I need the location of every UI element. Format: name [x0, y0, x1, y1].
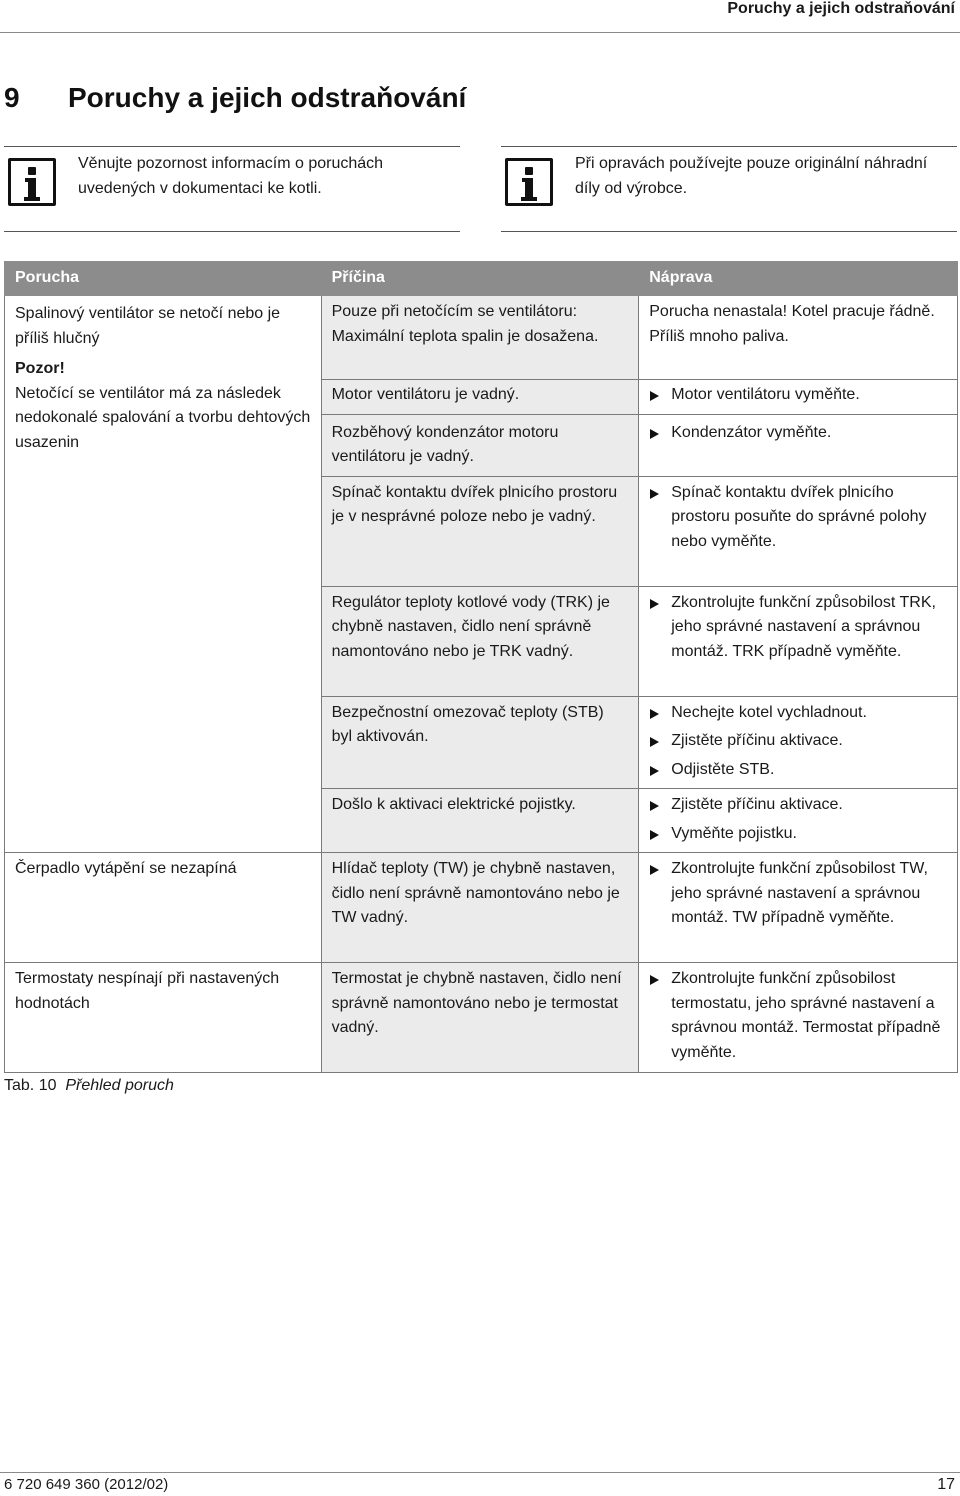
info-note-1 — [4, 146, 460, 232]
remedy-step: Kondenzátor vyměňte. — [649, 421, 947, 446]
fault-text: Spalinový ventilátor se netočí nebo je příliš hlučný — [15, 305, 281, 347]
remedy-step: Odjistěte STB. — [649, 758, 947, 783]
cause-cell: Termostat je chybně nastaven, čidlo není správně namontováno nebo je termostat vadný. — [321, 963, 639, 1073]
cause-cell: Spínač kontaktu dvířek plnicího prostoru je v nesprávné poloze nebo je vadný. — [321, 476, 639, 586]
header-cause: Příčina — [321, 262, 639, 296]
footer-rule — [0, 1472, 960, 1473]
remedy-step: Spínač kontaktu dvířek plnicího prostoru posuňte do správné polohy nebo vyměňte. — [649, 481, 947, 555]
fault-cell: Čerpadlo vytápění se nezapíná — [5, 853, 322, 963]
remedy-cell — [639, 696, 958, 789]
remedy-step: Zkontrolujte funkční způsobilost TW, jeho správné nastavení a správnou montáž. TW případně vyměňte. — [649, 857, 947, 931]
cause-cell: Hlídač teploty (TW) je chybně nastaven, čidlo není správně namontováno nebo je TW vadný. — [321, 853, 639, 963]
remedy-step: Zjistěte příčinu aktivace. — [649, 793, 947, 818]
info-note-2 — [501, 146, 957, 232]
footer-doc-number: 6 720 649 360 (2012/02) — [4, 1476, 169, 1493]
remedy-cell — [639, 853, 958, 963]
cause-cell: Došlo k aktivaci elektrické pojistky. — [321, 789, 639, 853]
chapter-heading — [4, 82, 466, 114]
table-row — [5, 963, 958, 1073]
remedy-cell — [639, 586, 958, 696]
chapter-number: 9 — [4, 82, 20, 113]
header-remedy: Náprava — [639, 262, 958, 296]
page-number: 17 — [937, 1476, 955, 1493]
caption-label: Tab. 10 — [4, 1077, 57, 1094]
running-header-title: Poruchy a jejich odstraňování — [727, 0, 955, 17]
fault-table — [4, 261, 958, 1073]
cause-cell: Motor ventilátoru je vadný. — [321, 380, 639, 415]
chapter-title: Poruchy a jejich odstraňování — [68, 82, 467, 113]
remedy-cell: Porucha nenastala! Kotel pracuje řádně. Příliš mnoho paliva. — [639, 296, 958, 380]
info-note-text: Při opravách používejte pouze originální náhradní díly od výrobce. — [575, 155, 928, 197]
remedy-cell — [639, 414, 958, 476]
remedy-step: Nechejte kotel vychladnout. — [649, 701, 947, 726]
remedy-cell — [639, 476, 958, 586]
cause-cell: Bezpečnostní omezovač teploty (STB) byl aktivován. — [321, 696, 639, 789]
table-row — [5, 853, 958, 963]
remedy-step: Zkontrolujte funkční způsobilost termostatu, jeho správné nastavení a správnou montáž. Termostat případně vyměňte. — [649, 967, 947, 1065]
warning-label: Pozor! — [15, 360, 65, 377]
header-fault: Porucha — [5, 262, 322, 296]
remedy-step: Zjistěte příčinu aktivace. — [649, 729, 947, 754]
cause-cell: Rozběhový kondenzátor motoru ventilátoru je vadný. — [321, 414, 639, 476]
remedy-step: Motor ventilátoru vyměňte. — [649, 383, 947, 408]
table-caption — [4, 1075, 174, 1097]
cause-cell: Pouze při netočícím se ventilátoru: Maximální teplota spalin je dosažena. — [321, 296, 639, 380]
table-row — [5, 296, 958, 380]
remedy-step: Vyměňte pojistku. — [649, 822, 947, 847]
info-icon — [8, 158, 56, 206]
fault-cell — [5, 296, 322, 853]
cause-cell: Regulátor teploty kotlové vody (TRK) je chybně nastaven, čidlo není správně namontováno nebo je TRK vadný. — [321, 586, 639, 696]
fault-cell: Termostaty nespínají při nastavených hodnotách — [5, 963, 322, 1073]
info-icon — [505, 158, 553, 206]
warning-text: Netočící se ventilátor má za následek nedokonalé spalování a tvorbu dehtových usazenin — [15, 384, 311, 451]
remedy-step: Zkontrolujte funkční způsobilost TRK, jeho správné nastavení a správnou montáž. TRK případně vyměňte. — [649, 591, 947, 665]
remedy-cell — [639, 963, 958, 1073]
caption-title: Přehled poruch — [65, 1077, 174, 1094]
table-header-row — [5, 262, 958, 296]
running-header — [0, 0, 960, 33]
remedy-cell — [639, 789, 958, 853]
info-note-text: Věnujte pozornost informacím o poruchách uvedených v dokumentaci ke kotli. — [78, 155, 384, 197]
remedy-cell — [639, 380, 958, 415]
